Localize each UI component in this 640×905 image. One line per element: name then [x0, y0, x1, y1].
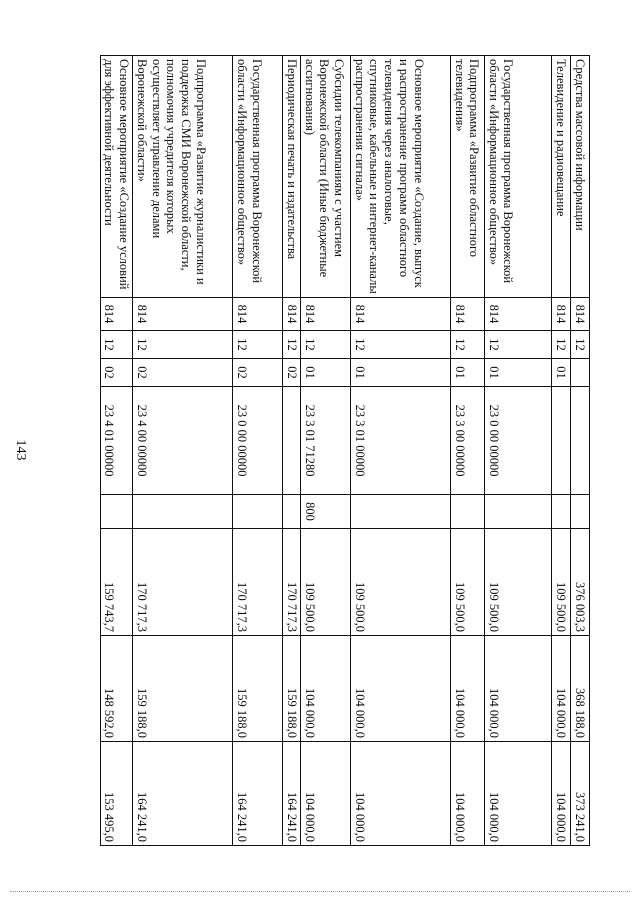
subsection-code: 01	[301, 359, 351, 387]
amount-year-3: 164 241,0	[283, 742, 301, 846]
target-code: 23 4 01 00000	[100, 387, 133, 495]
subsection-code: 02	[233, 359, 283, 387]
amount-year-2: 104 000,0	[485, 636, 552, 742]
target-code: 23 4 00 00000	[133, 387, 233, 495]
amount-year-1: 109 500,0	[351, 529, 451, 636]
section-code: 12	[133, 331, 233, 359]
ministry-code: 814	[100, 298, 133, 331]
amount-year-1: 170 717,3	[233, 529, 283, 636]
target-code: 23 0 00 00000	[233, 387, 283, 495]
row-name: Государственная программа Воронежской области «Информационное общество»	[233, 56, 283, 298]
row-name: Подпрограмма «Развитие журналистики и поддержка СМИ Воронежской области, полномочия учредителя которых осуществляет управление делами Воронежской области»	[133, 56, 233, 298]
target-code	[552, 387, 571, 495]
budget-table	[100, 55, 590, 846]
subsection-code: 01	[552, 359, 571, 387]
amount-year-1: 109 500,0	[301, 529, 351, 636]
target-code: 23 3 00 00000	[451, 387, 485, 495]
expense-type-code	[100, 495, 133, 529]
scan-bottom-rule	[10, 891, 630, 892]
row-name: Подпрограмма «Развитие областного телевидения»	[451, 56, 485, 298]
ministry-code: 814	[485, 298, 552, 331]
section-code: 12	[451, 331, 485, 359]
target-code	[571, 387, 590, 495]
row-name: Основное мероприятие «Создание условий для эффективной деятельности	[100, 56, 133, 298]
table-row	[351, 56, 451, 846]
row-name: Средства массовой информации	[571, 56, 590, 298]
ministry-code: 814	[283, 298, 301, 331]
subsection-code	[571, 359, 590, 387]
expense-type-code	[485, 495, 552, 529]
amount-year-1: 109 500,0	[485, 529, 552, 636]
table-row	[552, 56, 571, 846]
amount-year-3: 104 000,0	[552, 742, 571, 846]
amount-year-3: 104 000,0	[351, 742, 451, 846]
amount-year-2: 104 000,0	[301, 636, 351, 742]
expense-type-code: 800	[301, 495, 351, 529]
amount-year-1: 376 003,3	[571, 529, 590, 636]
amount-year-3: 104 000,0	[451, 742, 485, 846]
amount-year-3: 153 495,0	[100, 742, 133, 846]
page-number: 143	[13, 439, 28, 461]
table-row	[451, 56, 485, 846]
expense-type-code	[351, 495, 451, 529]
amount-year-1: 170 717,3	[283, 529, 301, 636]
amount-year-3: 104 000,0	[485, 742, 552, 846]
expense-type-code	[233, 495, 283, 529]
subsection-code: 01	[485, 359, 552, 387]
expense-type-code	[133, 495, 233, 529]
table-row	[283, 56, 301, 846]
table-row	[571, 56, 590, 846]
target-code: 23 3 01 71280	[301, 387, 351, 495]
subsection-code: 01	[351, 359, 451, 387]
target-code: 23 3 01 00000	[351, 387, 451, 495]
row-name: Периодическая печать и издательства	[283, 56, 301, 298]
amount-year-2: 104 000,0	[351, 636, 451, 742]
ministry-code: 814	[233, 298, 283, 331]
expense-type-code	[451, 495, 485, 529]
table-row	[301, 56, 351, 846]
amount-year-2: 159 188,0	[283, 636, 301, 742]
amount-year-2: 148 592,0	[100, 636, 133, 742]
amount-year-1: 109 500,0	[552, 529, 571, 636]
section-code: 12	[283, 331, 301, 359]
expense-type-code	[552, 495, 571, 529]
section-code: 12	[351, 331, 451, 359]
expense-type-code	[283, 495, 301, 529]
row-name: Субсидии телекомпаниям с участием Воронежской области (Иные бюджетные ассигнования)	[301, 56, 351, 298]
amount-year-2: 159 188,0	[233, 636, 283, 742]
amount-year-3: 164 241,0	[233, 742, 283, 846]
amount-year-1: 109 500,0	[451, 529, 485, 636]
table-row	[233, 56, 283, 846]
table-row	[485, 56, 552, 846]
section-code: 12	[233, 331, 283, 359]
row-name: Основное мероприятие «Создание, выпуск и распространение программ областного телевидения через аналоговые, спутниковые, кабельные и интернет-каналы распространения сигнала»	[351, 56, 451, 298]
amount-year-3: 164 241,0	[133, 742, 233, 846]
section-code: 12	[301, 331, 351, 359]
expense-type-code	[571, 495, 590, 529]
ministry-code: 814	[351, 298, 451, 331]
subsection-code: 02	[100, 359, 133, 387]
amount-year-1: 170 717,3	[133, 529, 233, 636]
amount-year-3: 373 241,0	[571, 742, 590, 846]
table-row	[100, 56, 133, 846]
subsection-code: 01	[451, 359, 485, 387]
ministry-code: 814	[301, 298, 351, 331]
section-code: 12	[552, 331, 571, 359]
amount-year-2: 159 188,0	[133, 636, 233, 742]
section-code: 12	[100, 331, 133, 359]
subsection-code: 02	[133, 359, 233, 387]
row-name: Государственная программа Воронежской области «Информационное общество»	[485, 56, 552, 298]
rotated-page-content	[102, 55, 590, 845]
amount-year-2: 368 188,0	[571, 636, 590, 742]
ministry-code: 814	[552, 298, 571, 331]
section-code: 12	[485, 331, 552, 359]
section-code: 12	[571, 331, 590, 359]
table-row	[133, 56, 233, 846]
amount-year-2: 104 000,0	[552, 636, 571, 742]
amount-year-1: 159 743,7	[100, 529, 133, 636]
ministry-code: 814	[451, 298, 485, 331]
target-code: 23 0 00 00000	[485, 387, 552, 495]
ministry-code: 814	[133, 298, 233, 331]
target-code	[283, 387, 301, 495]
amount-year-2: 104 000,0	[451, 636, 485, 742]
amount-year-3: 104 000,0	[301, 742, 351, 846]
ministry-code: 814	[571, 298, 590, 331]
subsection-code: 02	[283, 359, 301, 387]
row-name: Телевидение и радиовещание	[552, 56, 571, 298]
